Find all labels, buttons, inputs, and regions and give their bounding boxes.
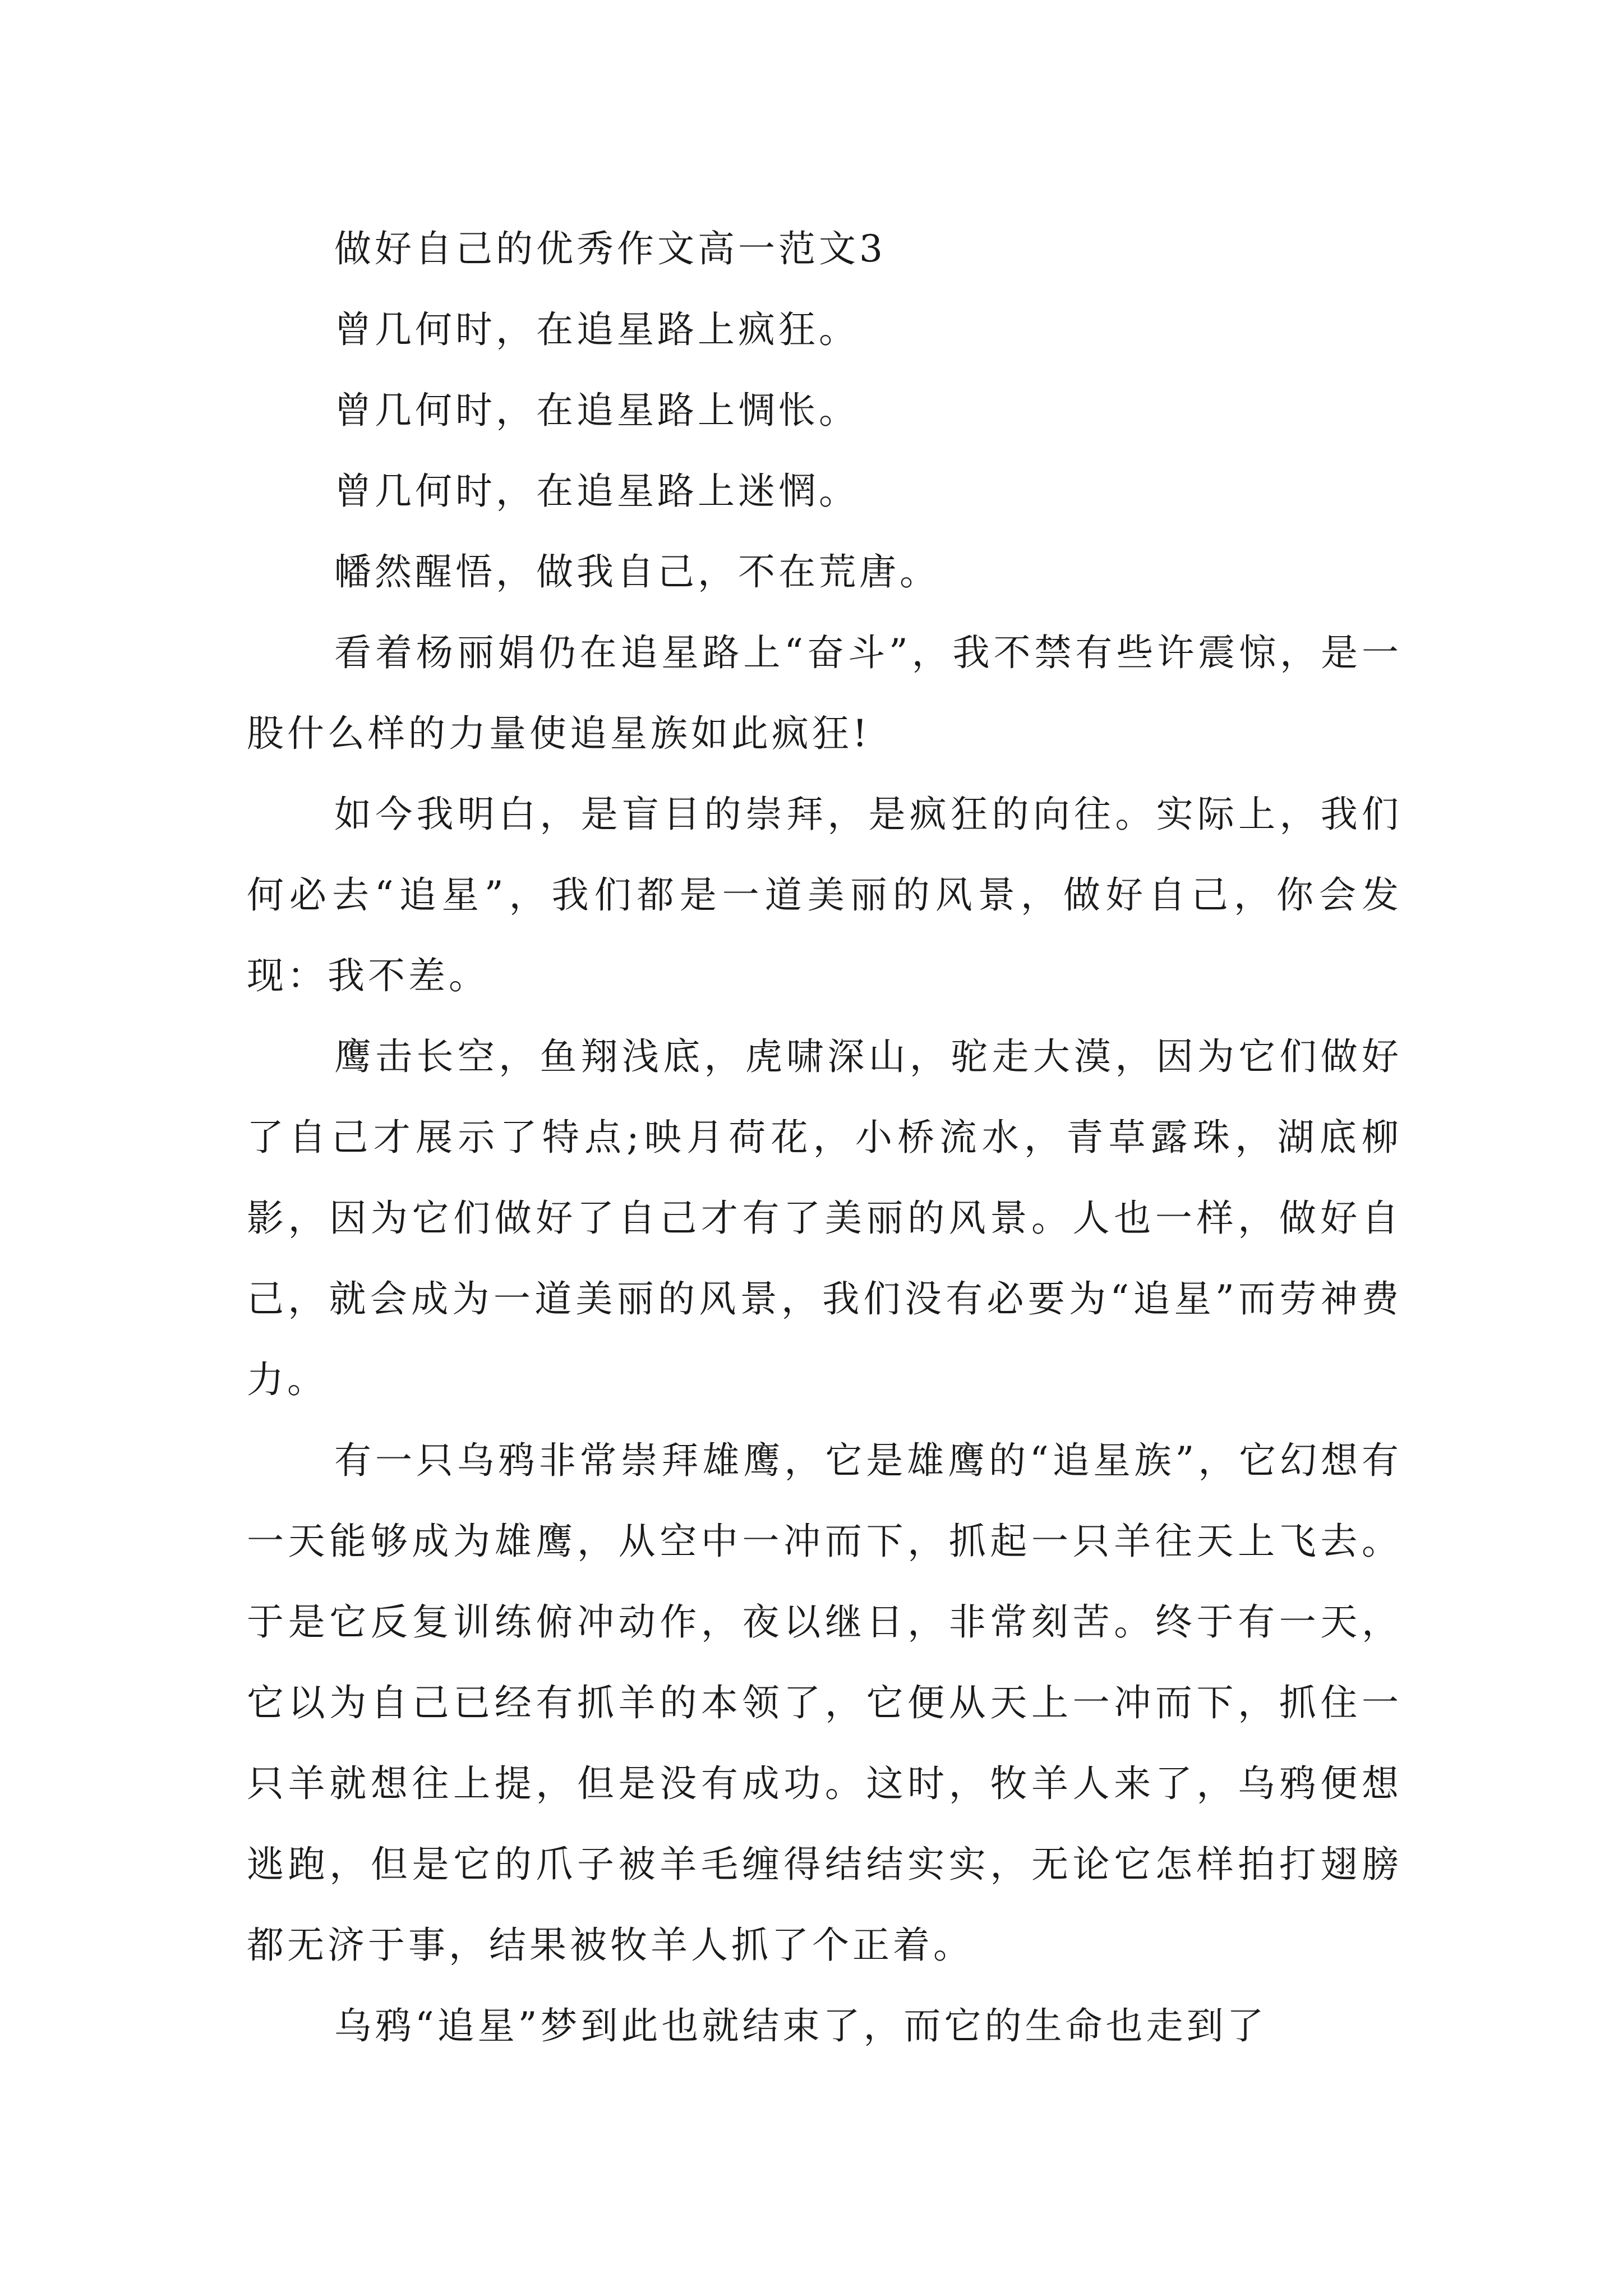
paragraph: 看着杨丽娟仍在追星路上“奋斗”，我不禁有些许震惊，是一股什么样的力量使追星族如此疯狂! (247, 631, 1402, 755)
paragraph: 如今我明白，是盲目的崇拜，是疯狂的向往。实际上，我们何必去“追星”，我们都是一道美丽的风景，做好自己，你会发现：我不差。 (247, 793, 1402, 997)
paragraph: 曾几何时，在追星路上惆怅。 (334, 389, 859, 432)
paragraph: 曾几何时，在追星路上疯狂。 (334, 308, 859, 351)
document-title: 做好自己的优秀作文高一范文3 (334, 227, 886, 270)
paragraph: 鹰击长空，鱼翔浅底，虎啸深山，驼走大漠，因为它们做好了自己才展示了特点;映月荷花，小桥流水，青草露珠，湖底柳影，因为它们做好了自己才有了美丽的风景。人也一样，做好自己，就会成为一道美丽的风景，我们没有必要为“追星”而劳神费力。 (247, 1035, 1402, 1401)
paragraph: 幡然醒悟，做我自己，不在荒唐。 (334, 550, 940, 593)
paragraph: 乌鸦“追星”梦到此也就结束了，而它的生命也走到了 (334, 2004, 1267, 2047)
paragraph: 曾几何时，在追星路上迷惘。 (334, 470, 859, 513)
document-body (247, 209, 1402, 2067)
paragraph: 有一只乌鸦非常崇拜雄鹰，它是雄鹰的“追星族”，它幻想有一天能够成为雄鹰，从空中一冲而下，抓起一只羊往天上飞去。于是它反复训练俯冲动作，夜以继日，非常刻苦。终于有一天，它以为自己已经有抓羊的本领了，它便从天上一冲而下，抓住一只羊就想往上提，但是没有成功。这时，牧羊人来了，乌鸦便想逃跑，但是它的爪子被羊毛缠得结结实实，无论它怎样拍打翅膀都无济于事，结果被牧羊人抓了个正着。 (247, 1439, 1402, 1967)
